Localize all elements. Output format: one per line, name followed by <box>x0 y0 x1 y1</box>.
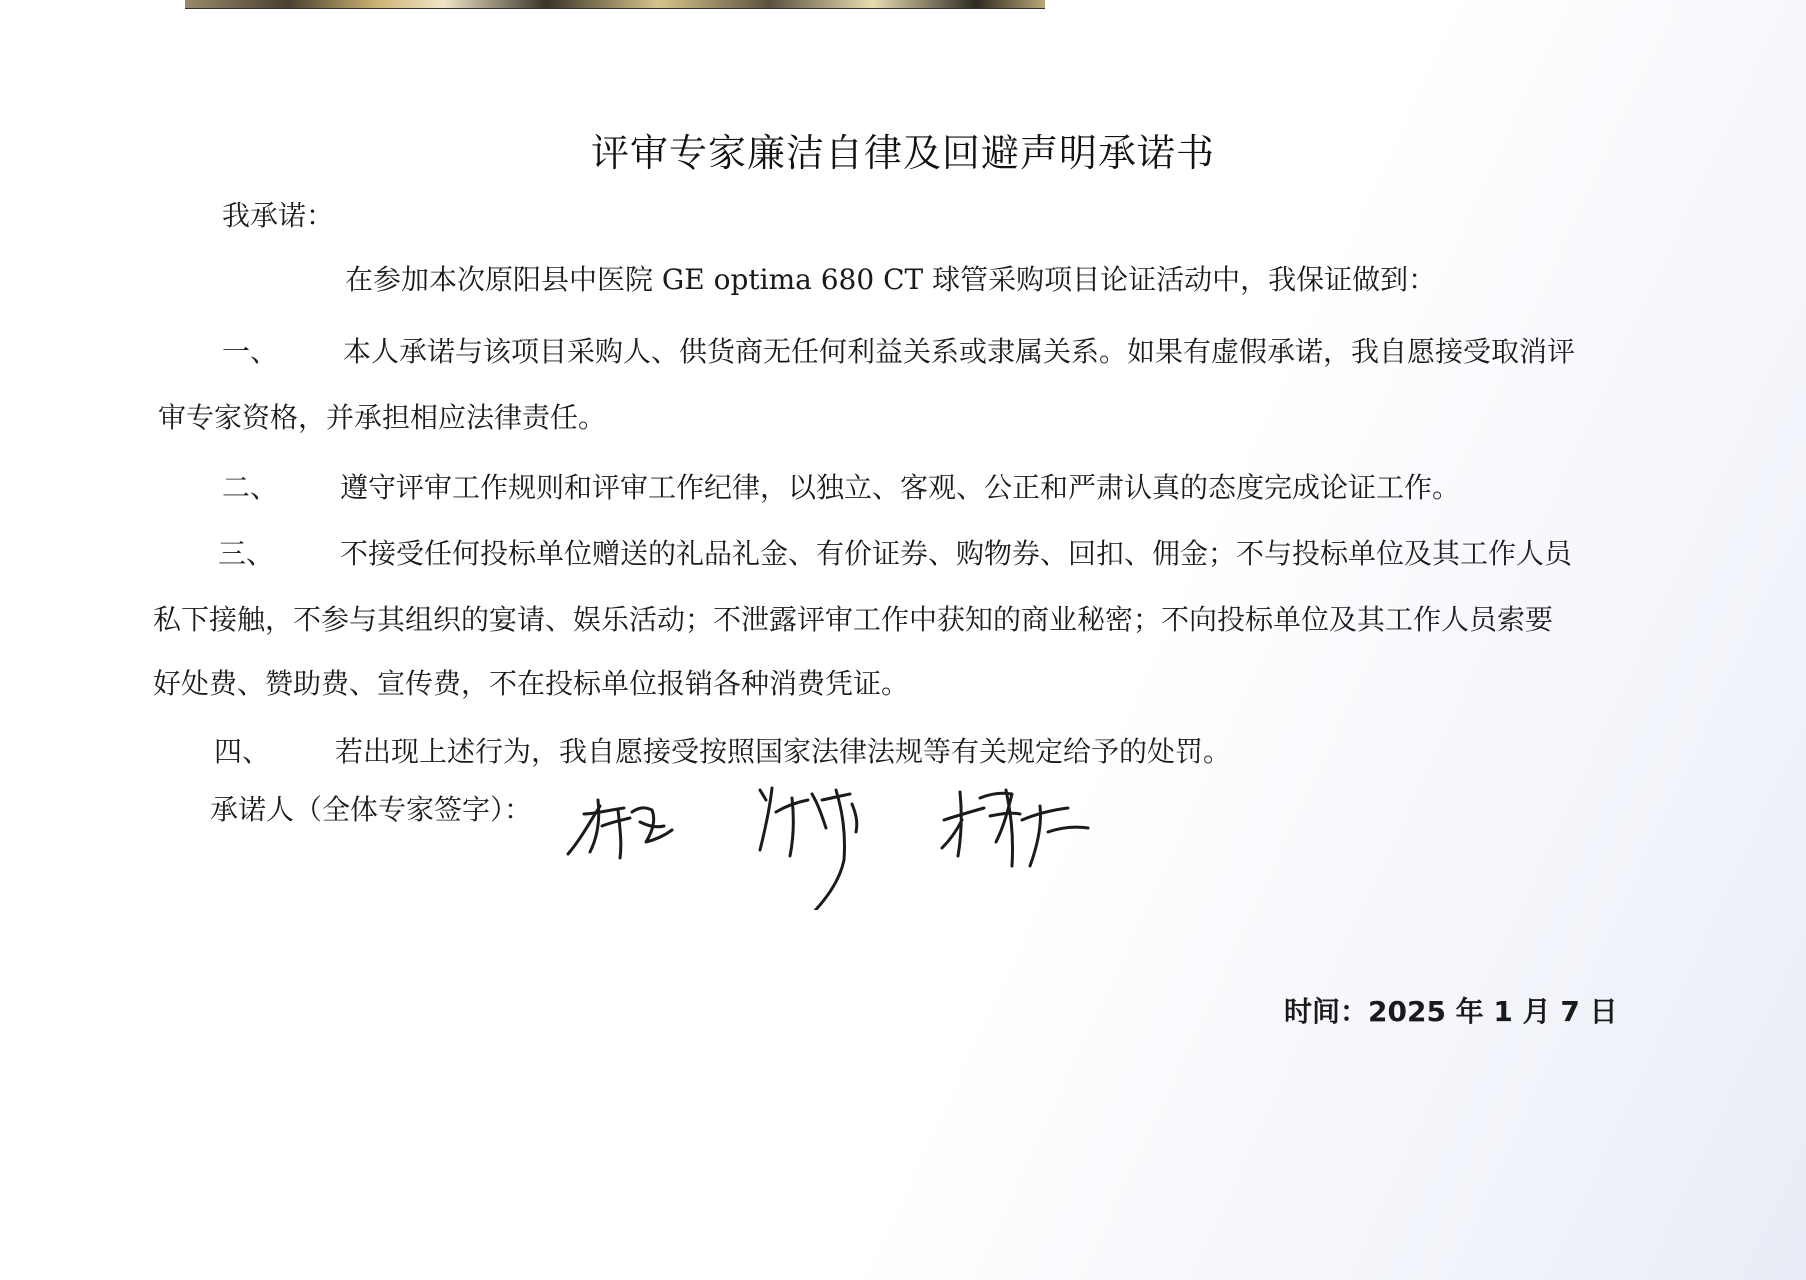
item-1-line-1: 本人承诺与该项目采购人、供货商无任何利益关系或隶属关系。如果有虚假承诺，我自愿接受取消评 <box>343 335 1576 368</box>
item-3-line-1: 不接受任何投标单位赠送的礼品礼金、有价证券、购物券、回扣、佣金；不与投标单位及其工作人员 <box>340 537 1573 570</box>
item-3-line-3: 好处费、赞助费、宣传费，不在投标单位报销各种消费凭证。 <box>153 667 910 700</box>
signature-label: 承诺人（全体专家签字）： <box>210 793 533 826</box>
item-number-3: 三、 <box>218 537 275 570</box>
date-line: 时间：2025 年 1 月 7 日 <box>1284 995 1618 1028</box>
salutation: 我承诺： <box>222 199 335 232</box>
item-4-line-1: 若出现上述行为，我自愿接受按照国家法律法规等有关规定给予的处罚。 <box>335 735 1232 768</box>
intro-paragraph: 在参加本次原阳县中医院 GE optima 680 CT 球管采购项目论证活动中，我保证做到： <box>345 263 1437 296</box>
handwritten-signatures <box>560 770 1200 910</box>
item-1-line-2: 审专家资格，并承担相应法律责任。 <box>158 401 607 434</box>
item-number-1: 一、 <box>222 335 279 368</box>
item-3-line-2: 私下接触，不参与其组织的宴请、娱乐活动；不泄露评审工作中获知的商业秘密；不向投标单位及其工作人员索要 <box>153 603 1554 636</box>
torn-page-strip <box>185 0 1045 9</box>
item-number-4: 四、 <box>214 735 271 768</box>
document-title: 评审专家廉洁自律及回避声明承诺书 <box>590 131 1215 175</box>
item-2-line-1: 遵守评审工作规则和评审工作纪律，以独立、客观、公正和严肃认真的态度完成论证工作。 <box>340 471 1461 504</box>
item-number-2: 二、 <box>222 471 279 504</box>
